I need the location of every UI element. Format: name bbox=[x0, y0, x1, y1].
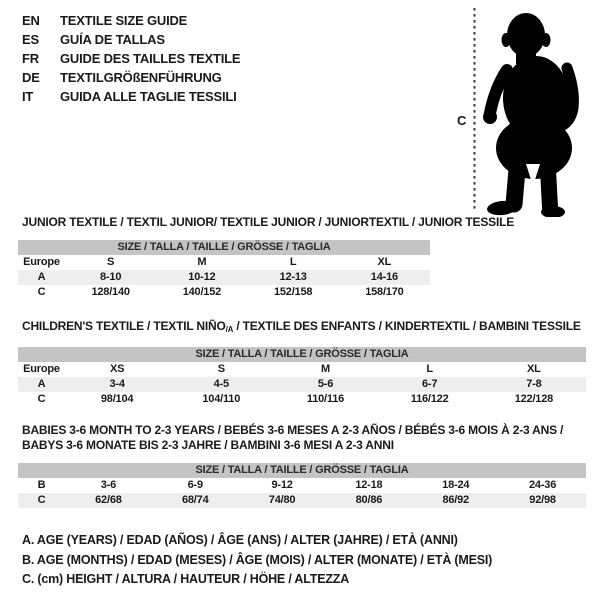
row-label: A bbox=[18, 377, 65, 392]
language-row bbox=[22, 49, 240, 68]
size-cell: 128/140 bbox=[91, 286, 130, 298]
row-label: A bbox=[18, 270, 65, 285]
title-segment: /A bbox=[225, 325, 234, 334]
legend-notes bbox=[22, 531, 492, 590]
baby-silhouette bbox=[483, 13, 573, 217]
size-cell: 12-13 bbox=[248, 270, 339, 285]
table-row bbox=[18, 392, 586, 407]
table-size-header: SIZE / TALLA / TAILLE / GRÖSSE / TAGLIA bbox=[18, 347, 586, 362]
guide-title: TEXTILE SIZE GUIDE bbox=[60, 13, 188, 28]
size-cell: 3-4 bbox=[65, 377, 169, 392]
legend-note: C. (cm) HEIGHT / ALTURA / HAUTEUR / HÖHE / ALTEZZA bbox=[22, 572, 350, 586]
table-row bbox=[18, 270, 430, 285]
size-cell: 3-6 bbox=[100, 479, 117, 491]
language-row bbox=[22, 87, 240, 106]
language-code: EN bbox=[22, 13, 40, 28]
size-cell: 152/158 bbox=[273, 286, 313, 298]
junior-textile-section bbox=[18, 215, 515, 300]
row-label: Europe bbox=[23, 256, 60, 268]
size-cell: 6-7 bbox=[378, 377, 482, 392]
size-table bbox=[18, 463, 586, 508]
size-cell: 6-9 bbox=[187, 479, 203, 491]
size-cell: 10-12 bbox=[156, 270, 247, 285]
language-row bbox=[22, 30, 240, 49]
size-cell: XS bbox=[109, 363, 125, 375]
row-label: C bbox=[37, 393, 46, 405]
size-cell: 122/128 bbox=[514, 393, 554, 405]
legend-note: B. AGE (MONTHS) / EDAD (MESES) / ÂGE (MOIS) / ALTER (MONATE) / ETÀ (MESI) bbox=[22, 552, 493, 567]
section-title bbox=[22, 215, 515, 230]
size-cell: S bbox=[107, 256, 115, 268]
size-cell: M bbox=[320, 363, 330, 375]
size-cell: 12-18 bbox=[355, 479, 383, 491]
baby-hand-left bbox=[483, 110, 497, 124]
size-cell: 5-6 bbox=[273, 377, 377, 392]
size-cell: 74/80 bbox=[239, 493, 326, 508]
baby-ear-right bbox=[542, 33, 551, 47]
title-segment: JUNIOR TEXTILE / TEXTIL JUNIOR/ TEXTILE JUNIOR / JUNIORTEXTIL / JUNIOR TESSILE bbox=[22, 215, 515, 229]
section-title-line bbox=[22, 215, 515, 230]
title-segment: CHILDREN'S TEXTILE / TEXTIL NIÑO bbox=[22, 319, 226, 333]
size-cell: 86/92 bbox=[412, 493, 499, 508]
language-row bbox=[22, 11, 240, 30]
size-table bbox=[18, 347, 586, 407]
table-row bbox=[18, 255, 430, 270]
size-cell: M bbox=[197, 256, 207, 268]
language-code: ES bbox=[22, 32, 39, 47]
guide-title: GUIDA ALLE TAGLIE TESSILI bbox=[60, 89, 237, 104]
section-title-line bbox=[22, 438, 586, 453]
baby-leg-right bbox=[548, 170, 550, 207]
table-row bbox=[18, 377, 586, 392]
row-label: C bbox=[18, 493, 65, 508]
row-label: C bbox=[37, 286, 46, 298]
table-row bbox=[18, 493, 586, 508]
height-label: C bbox=[457, 113, 467, 128]
row-label: B bbox=[37, 479, 46, 491]
size-cell: 18-24 bbox=[442, 479, 470, 491]
baby-leg-left bbox=[514, 170, 517, 204]
title-segment: BABIES 3-6 MONTH TO 2-3 YEARS / BEBÉS 3-6 MESES A 2-3 AÑOS / BÉBÉS 3-6 MOIS À 2-3 ANS / bbox=[22, 423, 564, 437]
size-cell: 116/122 bbox=[410, 393, 449, 405]
section-title-line bbox=[22, 423, 586, 438]
table-row bbox=[18, 362, 586, 377]
size-cell: 8-10 bbox=[65, 270, 156, 285]
language-list bbox=[22, 11, 240, 106]
guide-title: GUIDE DES TAILLES TEXTILE bbox=[60, 51, 241, 66]
legend-note: A. AGE (YEARS) / EDAD (AÑOS) / ÂGE (ANS) / ALTER (JAHRE) / ETÀ (ANNI) bbox=[22, 533, 458, 547]
size-cell: XL bbox=[527, 363, 541, 375]
guide-title: GUÍA DE TALLAS bbox=[60, 32, 165, 47]
guide-title: TEXTILGRÖßENFÜHRUNG bbox=[60, 70, 222, 85]
title-segment: BABYS 3-6 MONATE BIS 2-3 JAHRE / BAMBINI 3-6 MESI A 2-3 ANNI bbox=[22, 438, 394, 452]
language-row bbox=[22, 68, 240, 87]
language-code: DE bbox=[22, 70, 40, 85]
language-code: FR bbox=[22, 51, 39, 66]
size-cell: 104/110 bbox=[202, 393, 241, 405]
table-row bbox=[18, 478, 586, 493]
size-cell: L bbox=[289, 256, 297, 268]
size-cell: 98/104 bbox=[100, 393, 134, 405]
table-size-header: SIZE / TALLA / TAILLE / GRÖSSE / TAGLIA bbox=[18, 240, 430, 255]
section-title-line bbox=[22, 319, 586, 337]
size-table bbox=[18, 240, 430, 300]
size-cell: 14-16 bbox=[339, 270, 430, 285]
size-cell: 92/98 bbox=[499, 493, 586, 508]
language-code: IT bbox=[22, 89, 34, 104]
size-cell: 68/74 bbox=[152, 493, 239, 508]
size-cell: 140/152 bbox=[182, 286, 222, 298]
size-cell: 9-12 bbox=[271, 479, 293, 491]
title-segment: / TEXTILE DES ENFANTS / KINDERTEXTIL / BAMBINI TESSILE bbox=[233, 319, 581, 333]
size-cell: XL bbox=[377, 256, 392, 268]
size-cell: L bbox=[426, 363, 433, 375]
row-label: Europe bbox=[23, 363, 60, 375]
section-title bbox=[22, 423, 586, 453]
table-size-header: SIZE / TALLA / TAILLE / GRÖSSE / TAGLIA bbox=[18, 463, 586, 478]
size-cell: 158/170 bbox=[365, 286, 404, 298]
size-cell: 110/116 bbox=[306, 393, 345, 405]
size-cell: 7-8 bbox=[482, 377, 586, 392]
table-row bbox=[18, 285, 430, 300]
childrens-textile-section bbox=[18, 319, 586, 407]
section-title bbox=[22, 319, 586, 337]
size-cell: 80/86 bbox=[325, 493, 412, 508]
size-cell: S bbox=[217, 363, 225, 375]
size-cell: 4-5 bbox=[169, 377, 273, 392]
babies-textile-section bbox=[18, 423, 586, 508]
baby-ear-left bbox=[502, 33, 511, 47]
size-cell: 62/68 bbox=[65, 493, 152, 508]
size-cell: 24-36 bbox=[529, 479, 557, 491]
baby-figure bbox=[455, 5, 592, 217]
